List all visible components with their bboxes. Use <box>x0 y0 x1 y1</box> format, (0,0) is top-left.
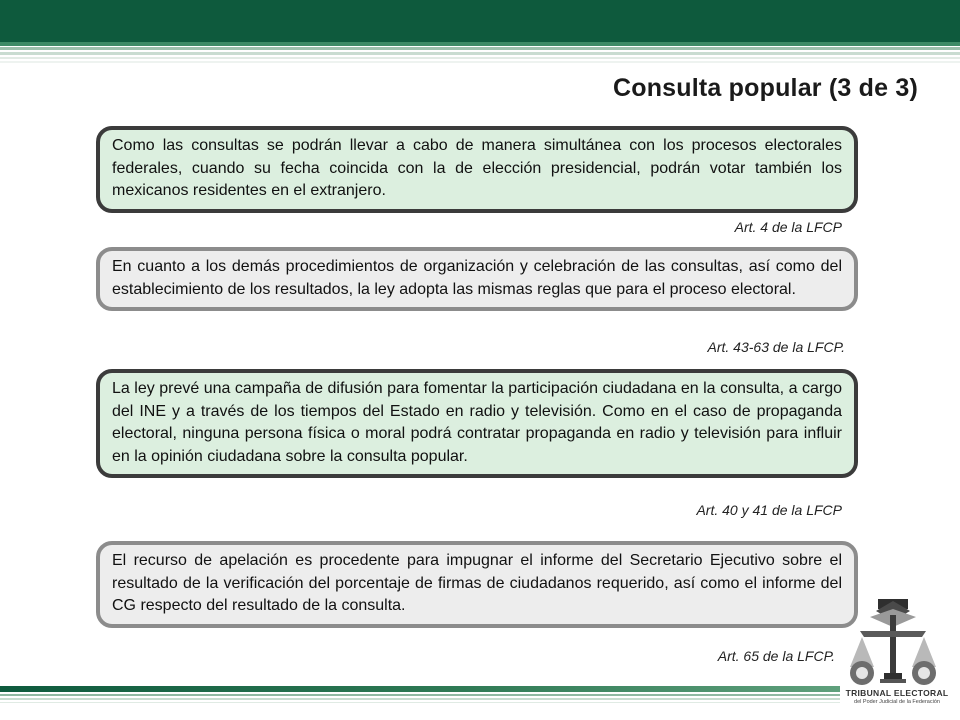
footer-stripe <box>0 694 840 696</box>
logo-name: TRIBUNAL ELECTORAL <box>845 688 949 698</box>
info-box-campaign: La ley prevé una campaña de difusión para fomentar la participación ciudadana en la consulta, a cargo del INE y a través de los tiempos del Estado en radio y televisión. Como en el caso de propaganda electoral, ninguna persona física o moral podrá contratar propaganda en radio y televisión para influir en la opinión ciudadana sobre la consulta popular. <box>96 369 858 478</box>
footer-stripe <box>0 698 840 700</box>
legal-reference: Art. 43-63 de la LFCP. <box>707 339 845 355</box>
info-box-appeal: El recurso de apelación es procedente para impugnar el informe del Secretario Ejecutivo sobre el resultado de la verificación del porcentaje de firmas de ciudadanos requerido, así como el informe del CG respecto del resultado de la consulta. <box>96 541 858 628</box>
header-stripe <box>0 52 960 55</box>
info-box-procedures: En cuanto a los demás procedimientos de organización y celebración de las consultas, así como del establecimiento de los resultados, la ley adopta las mismas reglas que para el proceso electoral. <box>96 247 858 311</box>
info-box-simultaneous-vote: Como las consultas se podrán llevar a cabo de manera simultánea con los procesos electorales federales, cuando su fecha coincida con la de elección presidencial, podrán votar también los mexicanos residentes en el extranjero. <box>96 126 858 213</box>
header-stripe <box>0 47 960 50</box>
header-stripe <box>0 57 960 59</box>
header-stripe <box>0 61 960 63</box>
page-title: Consulta popular (3 de 3) <box>612 74 918 102</box>
header-bar <box>0 0 960 42</box>
header-stripe <box>0 42 960 46</box>
footer-stripe <box>0 702 840 703</box>
logo-subtitle: del Poder Judicial de la Federación <box>854 699 940 705</box>
footer-bar <box>0 686 840 692</box>
legal-reference: Art. 65 de la LFCP. <box>717 648 835 664</box>
legal-reference: Art. 4 de la LFCP <box>734 219 842 235</box>
legal-reference: Art. 40 y 41 de la LFCP <box>696 502 842 518</box>
